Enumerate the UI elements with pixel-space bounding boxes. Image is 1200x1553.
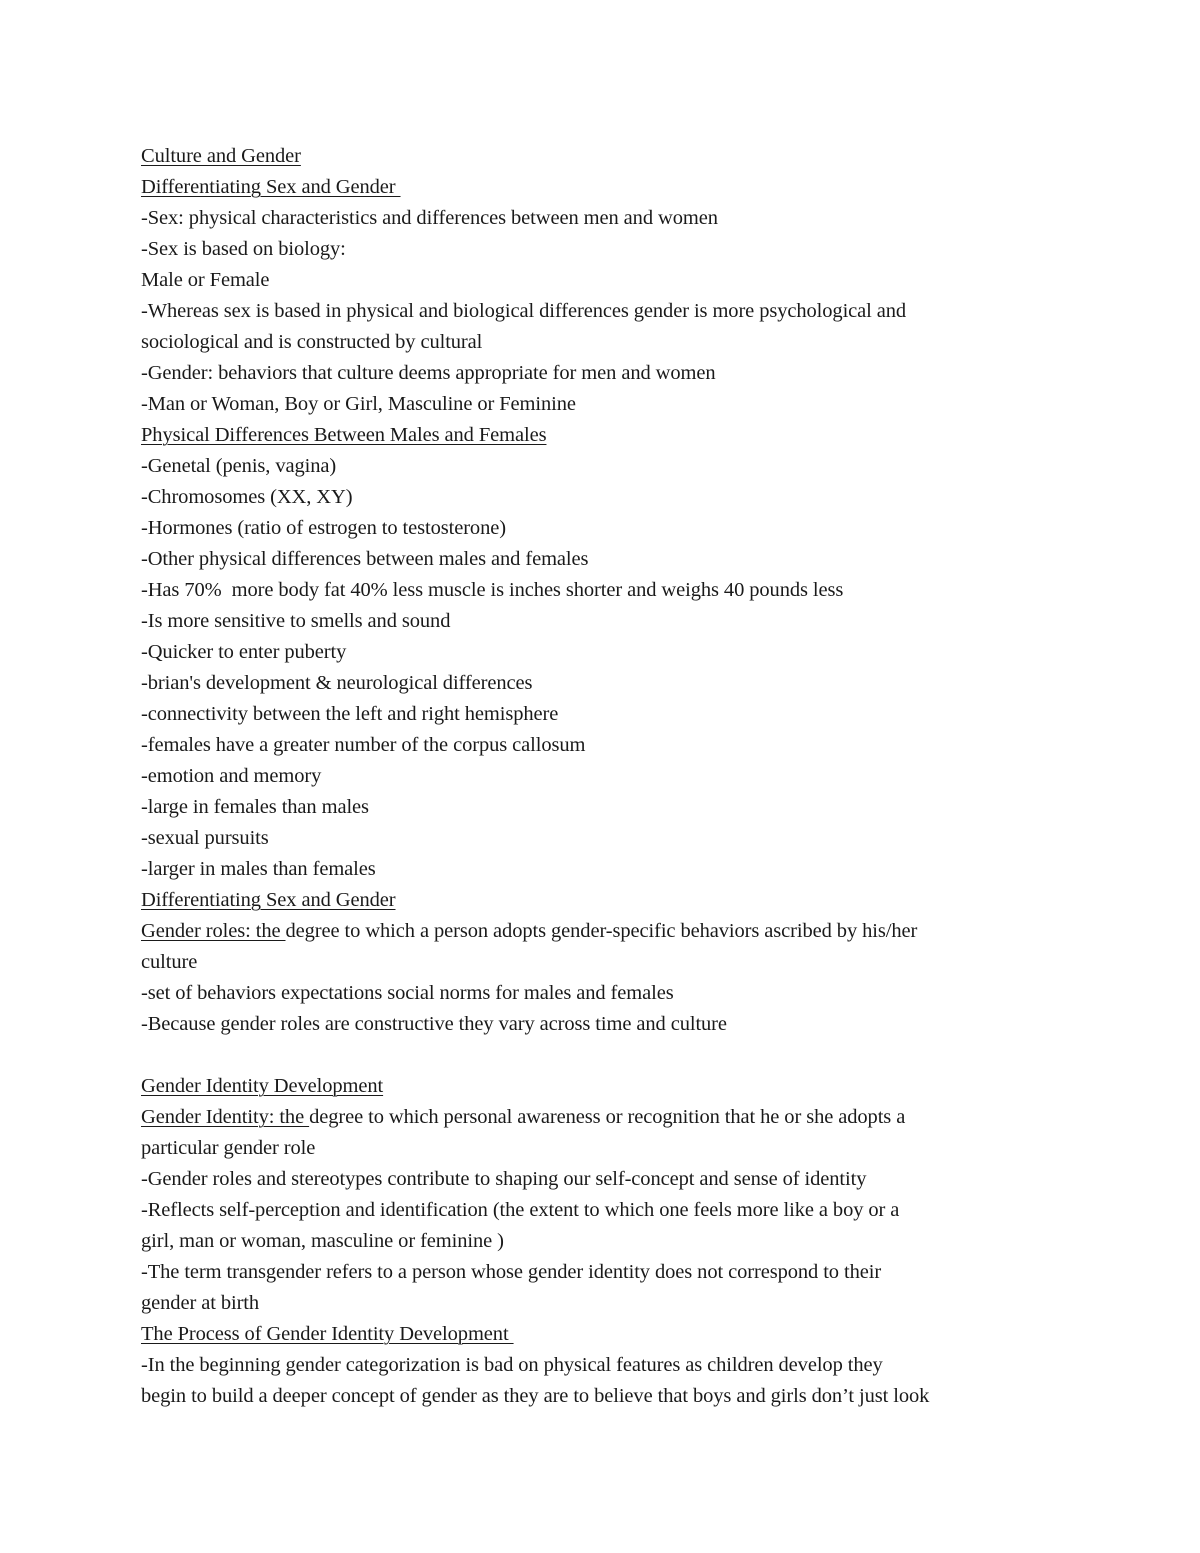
text-line: particular gender role xyxy=(141,1137,316,1159)
text-line: -Other physical differences between males and females xyxy=(141,548,589,570)
blank-line xyxy=(141,1040,1071,1071)
definition-term: Gender Identity: the xyxy=(141,1106,310,1128)
text-line: begin to build a deeper concept of gender as they are to believe that boys and girls don’t just look xyxy=(141,1385,930,1407)
text-line: -large in females than males xyxy=(141,796,369,818)
section-heading-gender-identity-development: Gender Identity Development xyxy=(141,1075,384,1097)
text-line: -Sex is based on biology: xyxy=(141,238,346,260)
text-line: -brian's development & neurological differences xyxy=(141,672,533,694)
definition-term: Gender roles: the xyxy=(141,920,286,942)
definition-gender-roles xyxy=(141,916,1071,947)
text-line: -females have a greater number of the corpus callosum xyxy=(141,734,586,756)
definition-text: degree to which personal awareness or recognition that he or she adopts a xyxy=(309,1106,906,1128)
text-line: -emotion and memory xyxy=(141,765,322,787)
text-line: -larger in males than females xyxy=(141,858,376,880)
definition-gender-identity xyxy=(141,1102,1071,1133)
text-line: -Whereas sex is based in physical and biological differences gender is more psychological and xyxy=(141,300,907,322)
text-line: -connectivity between the left and right hemisphere xyxy=(141,703,559,725)
section-heading-physical-differences: Physical Differences Between Males and Females xyxy=(141,424,547,446)
section-heading-differentiating-sex-gender: Differentiating Sex and Gender xyxy=(141,176,401,198)
section-heading-process-gender-identity: The Process of Gender Identity Development xyxy=(141,1323,514,1345)
text-line: -Hormones (ratio of estrogen to testosterone) xyxy=(141,517,506,539)
text-line: -Sex: physical characteristics and differences between men and women xyxy=(141,207,718,229)
text-line: -Chromosomes (XX, XY) xyxy=(141,486,353,508)
text-line: -Man or Woman, Boy or Girl, Masculine or Feminine xyxy=(141,393,576,415)
text-line: -In the beginning gender categorization is bad on physical features as children develop they xyxy=(141,1354,883,1376)
text-line: -Gender roles and stereotypes contribute to shaping our self-concept and sense of identity xyxy=(141,1168,867,1190)
text-line: -The term transgender refers to a person whose gender identity does not correspond to their xyxy=(141,1261,882,1283)
section-heading-differentiating-sex-gender-2: Differentiating Sex and Gender xyxy=(141,889,396,911)
text-line: -Because gender roles are constructive they vary across time and culture xyxy=(141,1013,727,1035)
text-line: gender at birth xyxy=(141,1292,260,1314)
text-line: -sexual pursuits xyxy=(141,827,269,849)
text-line: culture xyxy=(141,951,198,973)
text-line: sociological and is constructed by cultural xyxy=(141,331,483,353)
text-line: girl, man or woman, masculine or feminine ) xyxy=(141,1230,504,1252)
text-line: -Quicker to enter puberty xyxy=(141,641,347,663)
text-line: -Genetal (penis, vagina) xyxy=(141,455,337,477)
text-line: -Is more sensitive to smells and sound xyxy=(141,610,451,632)
text-line: -set of behaviors expectations social norms for males and females xyxy=(141,982,674,1004)
text-line: -Has 70% more body fat 40% less muscle is inches shorter and weighs 40 pounds less xyxy=(141,579,844,601)
text-line: -Reflects self-perception and identification (the extent to which one feels more like a boy or a xyxy=(141,1199,900,1221)
definition-text: degree to which a person adopts gender-specific behaviors ascribed by his/her xyxy=(285,920,918,942)
text-line: -Gender: behaviors that culture deems appropriate for men and women xyxy=(141,362,716,384)
text-line: Male or Female xyxy=(141,269,270,291)
document-title: Culture and Gender xyxy=(141,145,301,167)
document-body xyxy=(141,141,1071,1412)
